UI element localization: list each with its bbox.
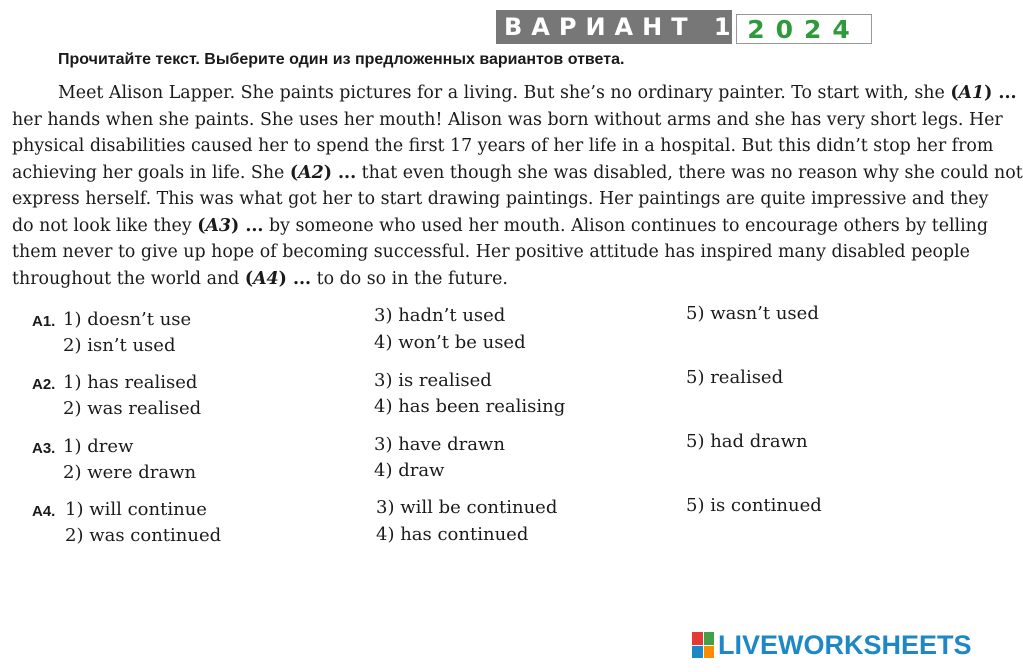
passage-line: her hands when she paints. She uses her mouth! Alison was born without arms and she has very short legs. Her <box>12 109 1003 130</box>
gap-a4: (A4) ... <box>244 268 312 289</box>
answer-option[interactable]: 3) have drawn <box>374 434 505 455</box>
answer-option[interactable]: 1) doesn’t use <box>63 309 192 330</box>
answer-option[interactable]: 2) isn’t used <box>63 335 176 356</box>
answer-option[interactable]: 4) has been realising <box>374 396 566 417</box>
passage-line: Meet Alison Lapper. She paints pictures for a living. But she’s no ordinary painter. To start with, she (A1) ... <box>58 83 1017 103</box>
answer-option[interactable]: 2) was realised <box>63 398 202 419</box>
liveworksheets-brand <box>692 630 972 660</box>
logo-block <box>704 646 715 659</box>
passage-line: them never to give up hope of becoming successful. Her positive attitude has inspired many disabled people <box>12 242 970 262</box>
passage-line: express herself. This was what got her to start drawing paintings. Her paintings are quite impressive and they <box>12 189 989 209</box>
answer-option[interactable]: 5) wasn’t used <box>686 303 819 324</box>
brand-name: LIVEWORKSHEETS <box>718 629 972 660</box>
question-label-a1: A1. <box>32 313 56 330</box>
answer-option[interactable]: 5) realised <box>686 367 784 388</box>
answer-option[interactable]: 2) was continued <box>65 525 222 546</box>
gap-a3: (A3) ... <box>197 215 264 236</box>
liveworksheets-logo-icon <box>692 632 714 658</box>
passage-line: physical disabilities caused her to spend the first 17 years of her life in a hospital. But this didn’t stop her from <box>12 136 994 156</box>
answer-option[interactable]: 1) will continue <box>65 499 207 520</box>
gap-a2: (A2) ... <box>289 162 357 183</box>
answer-option[interactable]: 4) draw <box>374 460 445 481</box>
passage-line: do not look like they (A3) ... by someone who used her mouth. Alison continues to encourage others by telling <box>12 215 988 236</box>
answer-option[interactable]: 1) has realised <box>63 372 198 393</box>
answer-option[interactable]: 5) had drawn <box>686 431 808 452</box>
question-label-a4: A4. <box>32 503 56 520</box>
logo-block <box>704 632 715 645</box>
answer-option[interactable]: 3) will be continued <box>376 497 558 518</box>
passage-line: achieving her goals in life. She (A2) ... that even though she was disabled, there was no reason why she could not <box>12 162 1023 183</box>
answer-option[interactable]: 4) won’t be used <box>374 332 526 353</box>
answer-option[interactable]: 1) drew <box>63 436 134 457</box>
instruction-text: Прочитайте текст. Выберите один из предложенных вариантов ответа. <box>58 51 625 68</box>
answer-option[interactable]: 2) were drawn <box>63 462 197 483</box>
reading-passage <box>12 80 1023 292</box>
logo-block <box>692 646 703 659</box>
gap-a1: (A1) ... <box>950 83 1017 103</box>
answer-option[interactable]: 5) is continued <box>686 495 822 516</box>
question-label-a3: A3. <box>32 440 56 457</box>
answer-option[interactable]: 4) has continued <box>376 524 529 545</box>
question-label-a2: A2. <box>32 376 56 393</box>
passage-line: throughout the world and (A4) ... to do so in the future. <box>12 268 508 289</box>
logo-block <box>692 632 703 645</box>
variant-banner: ВАРИАНТ 1 <box>496 10 732 44</box>
answer-option[interactable]: 3) hadn’t used <box>374 305 506 326</box>
answer-option[interactable]: 3) is realised <box>374 370 492 391</box>
year-badge: 2024 <box>736 14 872 44</box>
